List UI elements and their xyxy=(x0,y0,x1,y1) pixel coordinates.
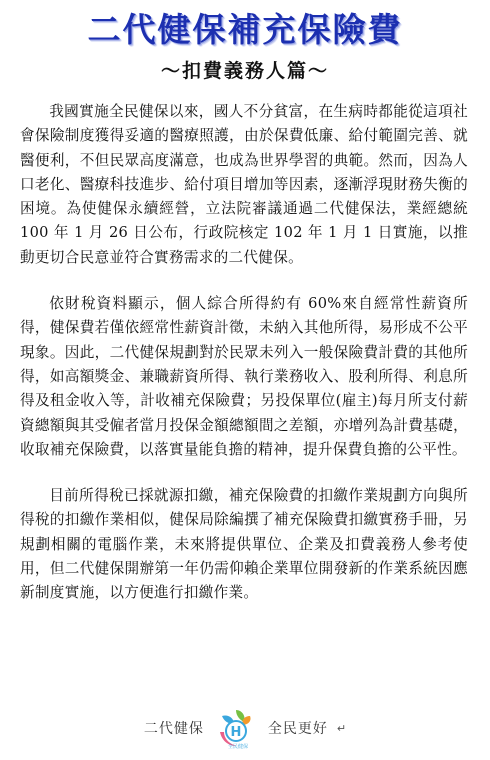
paragraph-withholding: 目前所得稅已採就源扣繳，補充保險費的扣繳作業規劃方向與所得稅的扣繳作業相似，健保局除編撰了補充保險費扣繳實務手冊，另規劃相關的電腦作業，未來將提供單位、企業及扣費義務人參考使用，但二代健保開辦第一年仍需仰賴企業單位開發新的作業系統因應新制度實施，以方便進行扣繳作業。 xyxy=(20,487,468,602)
slogan-left: 二代健保 xyxy=(143,721,204,737)
page-subtitle: ～扣費義務人篇～ xyxy=(160,60,329,82)
paragraph-intro: 我國實施全民健保以來，國人不分貧富，在生病時都能從這項社會保險制度獲得妥適的醫療照護，由於保費低廉、給付範圍完善、就醫便利，不但民眾高度滿意，也成為世界學習的典範。然而，因為人口老化、醫療科技進步、給付項目增加等因素，逐漸浮現財務失衡的困境。為使健保永續經營，立法院審議通過二代健保法，業經總統 100 年 1 月 26 日公布，行政院核定 102 年 1 月 1 日實施，以推動更切合民意並符合實務需求的二代健保。 xyxy=(20,103,468,266)
slogan-right: 全民更好 xyxy=(267,721,328,737)
page-title: 二代健保補充保險費 xyxy=(87,10,403,49)
health-insurance-logo-icon xyxy=(212,706,260,750)
logo-letter: H xyxy=(230,725,242,740)
footer-slogan-bar xyxy=(0,706,490,750)
paragraph-income: 依財稅資料顯示，個人綜合所得約有 60%來自經常性薪資所得，健保費若僅依經常性薪資計徵，未納入其他所得，易形成不公平現象。因此，二代健保規劃對於民眾未列入一般保險費計費的其他所得，如高額獎金、兼職薪資所得、執行業務收入、股利所得、利息所得及租金收入等，計收補充保險費；另投保單位(雇主)每月所支付薪資總額與其受僱者當月投保金額總額間之差額，亦增列為計費基礎，收取補充保險費，以落實量能負擔的精神，提升保費負擔的公平性。 xyxy=(20,295,468,458)
document-body xyxy=(20,100,468,628)
return-mark-icon: ↵ xyxy=(336,721,347,735)
logo-small-text: 全民健保 xyxy=(227,744,248,750)
